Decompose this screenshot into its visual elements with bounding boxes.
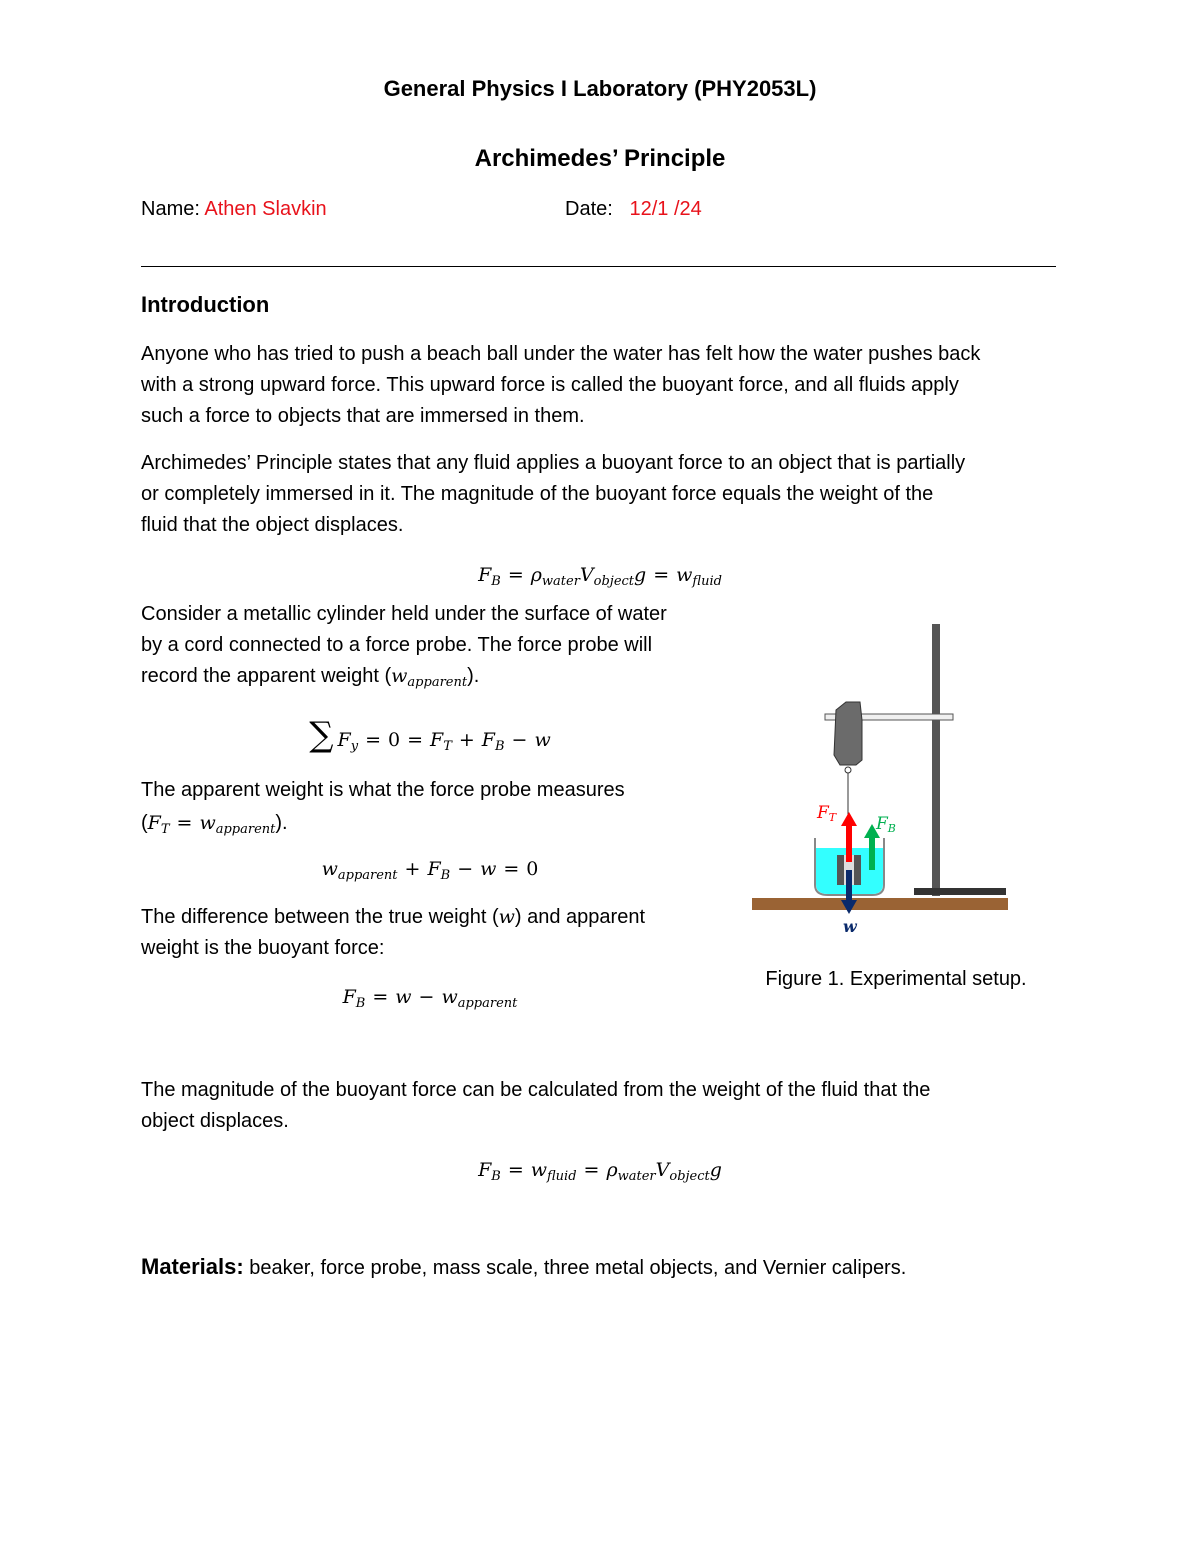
text: ). [467,665,480,687]
math-symbol: F [430,729,444,751]
math-symbol: − [418,986,435,1008]
text-line: object displaces. [141,1110,289,1132]
course-title: General Physics I Laboratory (PHY2053L) [383,76,817,101]
math-subscript: T [443,739,452,754]
date-label: Date: [565,198,613,220]
math-symbol: 0 [388,729,401,751]
text-line: The apparent weight is what the force probe measures [141,779,625,801]
math-symbol: w [480,858,497,880]
paragraph-1 [141,341,1061,434]
math-symbol: w [530,1159,547,1181]
math-subscript: object [593,574,635,589]
math-symbol: = [507,1159,524,1181]
math-subscript: apparent [457,996,518,1011]
name-label: Name: [141,198,200,220]
math-symbol: ρ [530,564,542,586]
equation-buoyant-force [478,562,722,595]
math-symbol: F [478,564,492,586]
text-line: such a force to objects that are immersed in them. [141,405,585,427]
math-symbol: w [676,564,693,586]
math-symbol: + [458,729,475,751]
math-subscript: T [160,822,170,837]
math-subscript: water [541,574,580,589]
date-value: 12/1 /24 [629,198,702,220]
math-symbol: ∑ [309,715,334,755]
text: ) and apparent [514,906,646,928]
math-symbol: w [391,665,408,687]
tension-arrow [841,812,857,826]
math-subscript: B [355,996,366,1011]
inline-math [499,906,515,928]
text: The difference between the true weight ( [141,906,499,928]
intro-heading: Introduction [141,292,270,317]
text-line: with a strong upward force. This upward force is called the buoyant force, and all fluids apply [141,374,959,396]
text-line: Consider a metallic cylinder held under the surface of water [141,603,667,625]
text-line: by a cord connected to a force probe. The force probe will [141,634,653,656]
materials-text: beaker, force probe, mass scale, three metal objects, and Vernier calipers. [243,1257,907,1279]
math-subscript: B [494,739,505,754]
math-symbol: w [498,906,515,928]
equation-fluid-weight [478,1157,722,1190]
math-subscript: apparent [407,675,468,690]
text-line: fluid that the object displaces. [141,514,404,536]
stand-rod [932,624,940,896]
math-symbol: g [709,1159,722,1181]
text-line: Anyone who has tried to push a beach ball under the water has felt how the water pushes back [141,343,981,365]
math-symbol: = [507,564,524,586]
math-symbol: w [321,858,338,880]
math-symbol: ρ [606,1159,618,1181]
math-symbol: F [481,729,495,751]
materials [141,1254,906,1281]
math-symbol: = [503,858,520,880]
inline-math [391,665,468,690]
math-symbol: w [534,729,551,751]
math-symbol: − [457,858,474,880]
math-symbol: = [372,986,389,1008]
date-field [565,196,702,222]
math-subscript: apparent [337,868,398,883]
math-subscript: B [440,868,451,883]
math-symbol: − [511,729,528,751]
math-symbol: F [427,858,441,880]
text-line [141,663,479,696]
math-subscript: fluid [547,1169,577,1184]
math-symbol: V [579,564,594,586]
math-subscript: water [617,1169,656,1184]
math-subscript: object [669,1169,710,1184]
divider [141,266,1056,267]
math-symbol: F [337,729,351,751]
figure-caption: Figure 1. Experimental setup. [765,968,1027,990]
math-symbol: w [199,812,216,834]
math-subscript: B [491,574,501,589]
text-line: weight is the buoyant force: [141,937,385,959]
paragraph-3 [141,601,741,694]
paragraph-6 [141,1077,1061,1139]
math-symbol: F [147,812,161,834]
math-symbol: + [404,858,421,880]
buoyant-label: FB [876,814,896,835]
math-symbol: g [634,564,647,586]
math-subscript: apparent [215,822,276,837]
math-subscript: y [350,739,359,754]
math-subscript: fluid [692,574,722,589]
inline-math [147,812,276,837]
equation-sum-forces [309,715,551,760]
math-symbol: w [441,986,458,1008]
text-line [141,904,645,930]
math-symbol: V [655,1159,670,1181]
force-probe [834,702,862,765]
math-symbol: = [176,812,193,834]
math-symbol: w [395,986,412,1008]
text-line [141,810,288,843]
stand-base [914,888,1006,895]
text: ). [275,812,288,834]
math-symbol: F [478,1159,492,1181]
math-subscript: B [491,1169,501,1184]
math-symbol: 0 [526,858,539,880]
math-symbol: = [365,729,382,751]
text-line: The magnitude of the buoyant force can be calculated from the weight of the fluid that the [141,1079,931,1101]
equation-apparent-weight [322,856,539,889]
experimental-setup-figure [750,620,1015,940]
text-line: or completely immersed in it. The magnitude of the buoyant force equals the weight of the [141,483,934,505]
math-symbol: = [583,1159,600,1181]
text: ( [141,812,148,834]
math-symbol: F [342,986,356,1008]
equation-buoyant-difference [343,984,518,1017]
page-title: Archimedes’ Principle [474,145,726,172]
text-line: Archimedes’ Principle states that any fluid applies a buoyant force to an object that is partially [141,452,966,474]
paragraph-2 [141,450,1061,543]
weight-label: w [843,917,857,936]
name-field [141,196,327,222]
materials-label: Materials: [141,1254,244,1279]
table [752,898,1008,910]
text: record the apparent weight ( [141,665,392,687]
tension-label: FT [817,803,837,824]
paragraph-5 [141,904,741,966]
name-value: Athen Slavkin [204,198,327,220]
math-symbol: = [653,564,670,586]
paragraph-4 [141,777,741,839]
math-symbol: = [407,729,424,751]
